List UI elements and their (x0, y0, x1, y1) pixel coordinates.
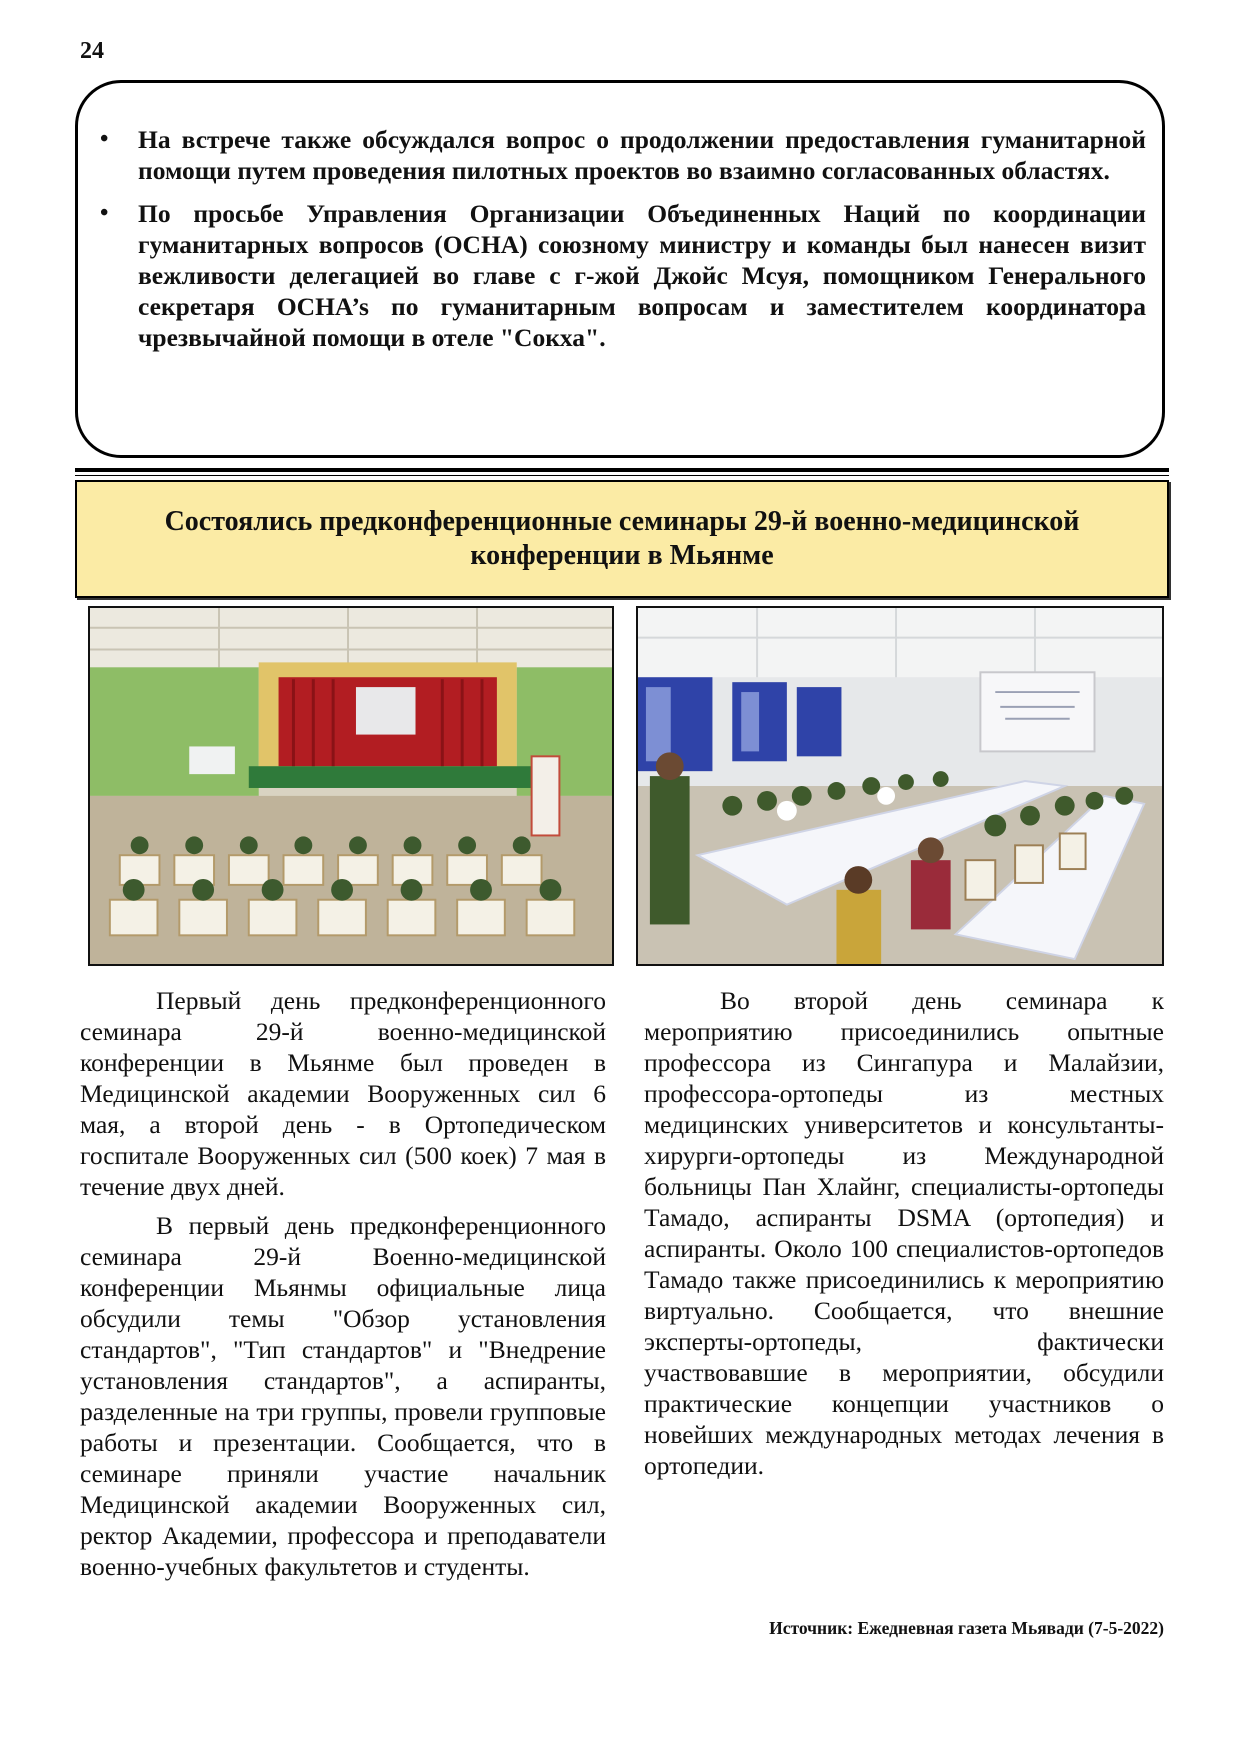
article-column-right (644, 985, 1164, 1489)
bullet-item (98, 198, 1146, 353)
bullet-dot-icon: • (100, 126, 109, 152)
article-paragraph: В первый день предконференционного семинара 29-й Военно-медицинской конференции Мьянмы официальные лица обсудили темы "Обзор установления стандартов", "Тип стандартов" и "Внедрение установления стандартов", а аспиранты, разделенные на три группы, провели групповые работы и презентации. Сообщается, что в семинаре приняли участие начальник Медицинской академии Вооруженных сил, ректор Академии, профессора и преподаватели военно-учебных факультетов и студенты. (80, 1211, 606, 1581)
photo-auditorium (88, 606, 614, 966)
source-credit: Источник: Ежедневная газета Мьявади (7-5-2022) (769, 1618, 1164, 1638)
divider (75, 468, 1169, 472)
photo-seminar-hall-image (638, 608, 1162, 964)
bullet-text: На встрече также обсуждался вопрос о продолжении предоставления гуманитарной помощи путем проведения пилотных проектов во взаимно согласованных областях. (138, 125, 1146, 185)
article-headline: Состоялись предконференционные семинары 29-й военно-медицинской конференции в Мьянме (164, 506, 1080, 571)
bullet-item (98, 124, 1146, 186)
article-paragraph: Во второй день семинара к мероприятию присоединились опытные профессора из Сингапура и Малайзии, профессора-ортопеды из местных медицинских университетов и консультанты-хирурги-ортопеды из Международной больницы Пан Хлайнг, специалисты-ортопеды Тамадо, аспиранты DSMA (ортопедия) и аспиранты. Около 100 специалистов-ортопедов Тамадо также присоединились к мероприятию виртуально. Сообщается, что внешние эксперты-ортопеды, фактически участвовавшие в мероприятии, обсудили практические концепции участников о новейших международных методах лечения в ортопедии. (644, 986, 1164, 1480)
article-column-left (80, 985, 606, 1590)
bullet-text: По просьбе Управления Организации Объединенных Наций по координации гуманитарных вопросов (OCHA) союзному министру и команды был нанесен визит вежливости делегацией во главе с г-жой Джойс Мсуя, помощником Генерального секретаря OCHA’s по гуманитарным вопросам и заместителем координатора чрезвычайной помощи в отеле "Сокха". (138, 199, 1146, 352)
divider (75, 475, 1169, 476)
photo-seminar-hall (636, 606, 1164, 966)
photo-auditorium-image (90, 608, 612, 964)
article-paragraph: Первый день предконференционного семинара 29-й военно-медицинской конференции в Мьянме был проведен в Медицинской академии Вооруженных сил 6 мая, а второй день - в Ортопедическом госпитале Вооруженных сил (500 коек) 7 мая в течение двух дней. (80, 986, 606, 1201)
bullet-list (98, 124, 1146, 365)
bullet-dot-icon: • (100, 200, 109, 226)
page-number: 24 (80, 38, 104, 64)
headline-box (75, 480, 1169, 598)
